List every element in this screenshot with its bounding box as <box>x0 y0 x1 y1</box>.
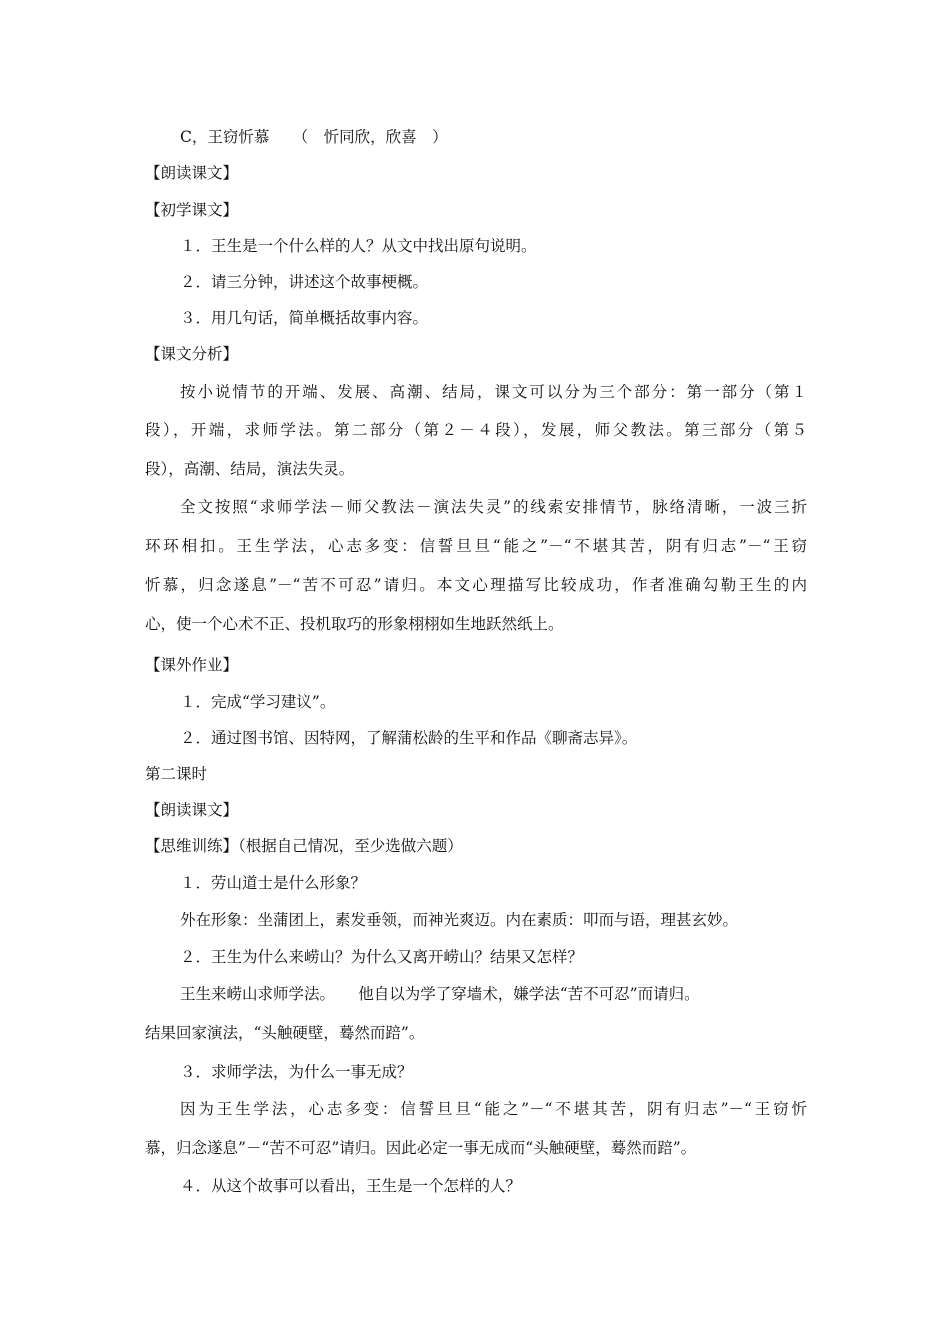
training-question: ２．王生为什么来崂山？为什么又离开崂山？结果又怎样？ <box>180 948 584 966</box>
training-answer <box>180 1099 807 1119</box>
question-item: １．王生是一个什么样的人？从文中找出原句说明。 <box>180 237 537 255</box>
option-c-line: C，王窃忻慕 （ 忻同欣，欣喜 ） <box>180 128 448 146</box>
training-answer: 结果回家演法，“头触硬壁，蓦然而踣”。 <box>145 1024 425 1042</box>
homework-item: １．完成“学习建议”。 <box>180 693 336 711</box>
analysis-paragraph-line <box>180 382 807 402</box>
analysis-paragraph-line <box>145 536 807 556</box>
analysis-text: 段），开端，求师学法。第二部分（第２－４段），发展，师父教法。第三部分（第５ <box>145 421 807 439</box>
analysis-paragraph-line <box>180 497 807 517</box>
training-question: ３．求师学法，为什么一事无成？ <box>180 1063 413 1081</box>
section-heading-thinking-training: 【思维训练】（根据自己情况，至少选做六题） <box>145 837 463 855</box>
training-answer: 王生来崂山求师学法。 他自以为学了穿墙术，嫌学法“苦不可忍”而请归。 <box>180 985 700 1003</box>
question-item: ３．用几句话，简单概括故事内容。 <box>180 309 429 327</box>
section-heading-read-aloud-2: 【朗读课文】 <box>145 801 239 819</box>
analysis-text: 全文按照“求师学法－师父教法－演法失灵”的线索安排情节，脉络清晰，一波三折 <box>180 498 807 516</box>
lesson-two-title: 第二课时 <box>145 765 208 783</box>
analysis-text: 按小说情节的开端、发展、高潮、结局，课文可以分为三个部分：第一部分（第１ <box>180 383 807 401</box>
section-heading-text-analysis: 【课文分析】 <box>145 345 239 363</box>
analysis-text: 环环相扣。王生学法，心志多变：信誓旦旦“能之”－“不堪其苦，阴有归志”－“王窃 <box>145 537 807 555</box>
training-question: ４．从这个故事可以看出，王生是一个怎样的人？ <box>180 1177 522 1195</box>
homework-item: ２．通过图书馆、因特网，了解蒲松龄的生平和作品《聊斋志异》。 <box>180 729 638 747</box>
section-heading-read-aloud: 【朗读课文】 <box>145 164 239 182</box>
training-answer: 外在形象：坐蒲团上，素发垂领，而神光爽迈。内在素质：叩而与语，理甚玄妙。 <box>180 911 739 929</box>
analysis-text: 忻慕，归念遂息”－“苦不可忍”请归。本文心理描写比较成功，作者准确勾勒王生的内 <box>145 576 807 594</box>
section-heading-first-study: 【初学课文】 <box>145 201 239 219</box>
analysis-paragraph-line: 段），高潮、结局，演法失灵。 <box>145 460 355 478</box>
training-answer: 慕，归念遂息”－“苦不可忍”请归。因此必定一事无成而“头触硬壁，蓦然而踣”。 <box>145 1139 697 1157</box>
analysis-paragraph-line <box>145 575 807 595</box>
section-heading-homework: 【课外作业】 <box>145 656 239 674</box>
question-item: ２．请三分钟，讲述这个故事梗概。 <box>180 273 429 291</box>
training-question: １．劳山道士是什么形象？ <box>180 874 367 892</box>
answer-text: 因为王生学法，心志多变：信誓旦旦“能之”－“不堪其苦，阴有归志”－“王窃忻 <box>180 1100 807 1118</box>
analysis-paragraph-line: 心，使一个心术不正、投机取巧的形象栩栩如生地跃然纸上。 <box>145 615 564 633</box>
analysis-paragraph-line <box>145 420 807 440</box>
